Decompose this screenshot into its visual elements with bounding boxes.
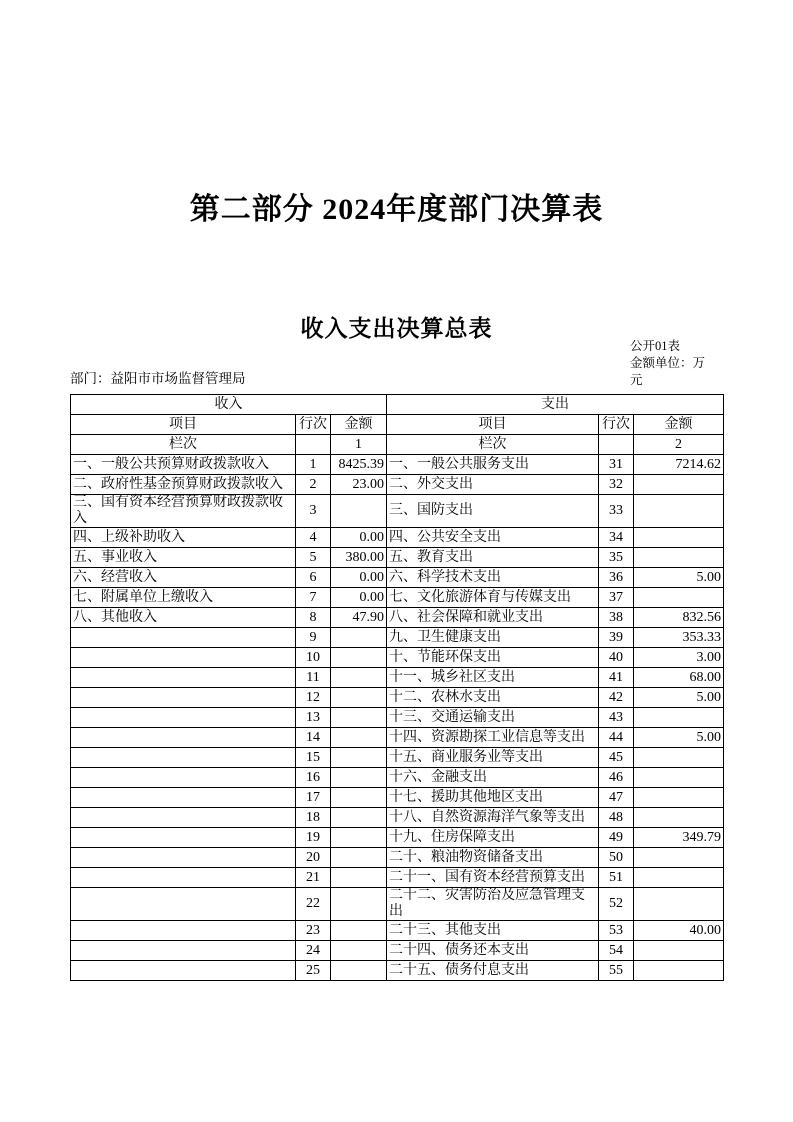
expense-item-cell: 二十一、国有资本经营预算支出 bbox=[387, 868, 599, 888]
income-line-no-cell: 3 bbox=[296, 495, 331, 528]
income-amount-header: 金额 bbox=[331, 415, 387, 435]
income-amount-cell bbox=[331, 921, 387, 941]
income-item-cell bbox=[71, 668, 296, 688]
income-amount-cell bbox=[331, 828, 387, 848]
income-amount-cell: 47.90 bbox=[331, 608, 387, 628]
income-item-cell: 三、国有资本经营预算财政拨款收入 bbox=[71, 495, 296, 528]
income-item-cell: 六、经营收入 bbox=[71, 568, 296, 588]
income-item-cell: 五、事业收入 bbox=[71, 548, 296, 568]
income-amount-cell bbox=[331, 708, 387, 728]
expense-item-cell: 十九、住房保障支出 bbox=[387, 828, 599, 848]
income-item-cell: 七、附属单位上缴收入 bbox=[71, 588, 296, 608]
income-line-no-cell: 14 bbox=[296, 728, 331, 748]
expense-line-no-cell: 41 bbox=[599, 668, 634, 688]
income-line-no-cell: 19 bbox=[296, 828, 331, 848]
income-line-no-cell: 11 bbox=[296, 668, 331, 688]
table-row bbox=[71, 728, 724, 748]
table-row bbox=[71, 528, 724, 548]
income-amount-cell bbox=[331, 941, 387, 961]
income-item-cell bbox=[71, 708, 296, 728]
expense-line-no-cell: 37 bbox=[599, 588, 634, 608]
table-row bbox=[71, 888, 724, 921]
expense-item-cell: 二十四、债务还本支出 bbox=[387, 941, 599, 961]
expense-line-no-cell: 42 bbox=[599, 688, 634, 708]
income-line-no-cell: 24 bbox=[296, 941, 331, 961]
expense-amount-cell bbox=[634, 588, 724, 608]
expense-amount-cell bbox=[634, 748, 724, 768]
income-line-no-cell: 2 bbox=[296, 475, 331, 495]
income-amount-cell bbox=[331, 728, 387, 748]
income-item-cell bbox=[71, 728, 296, 748]
expense-amount-cell bbox=[634, 708, 724, 728]
expense-line-no-cell: 36 bbox=[599, 568, 634, 588]
table-row bbox=[71, 961, 724, 981]
expense-section-header: 支出 bbox=[387, 395, 724, 415]
table-row bbox=[71, 808, 724, 828]
expense-amount-cell bbox=[634, 888, 724, 921]
income-amount-cell bbox=[331, 648, 387, 668]
income-line-no-cell: 20 bbox=[296, 848, 331, 868]
expense-col-no: 2 bbox=[634, 435, 724, 455]
income-amount-cell: 0.00 bbox=[331, 588, 387, 608]
income-item-cell: 四、上级补助收入 bbox=[71, 528, 296, 548]
expense-amount-cell bbox=[634, 495, 724, 528]
expense-item-cell: 十一、城乡社区支出 bbox=[387, 668, 599, 688]
table-row bbox=[71, 848, 724, 868]
expense-amount-cell: 832.56 bbox=[634, 608, 724, 628]
table-row bbox=[71, 628, 724, 648]
expense-item-cell: 十七、援助其他地区支出 bbox=[387, 788, 599, 808]
table-row bbox=[71, 748, 724, 768]
expense-line-no-cell: 44 bbox=[599, 728, 634, 748]
expense-line-no-cell: 34 bbox=[599, 528, 634, 548]
income-lanci-label: 栏次 bbox=[71, 435, 296, 455]
table-row bbox=[71, 495, 724, 528]
income-amount-cell bbox=[331, 808, 387, 828]
income-line-no-cell: 16 bbox=[296, 768, 331, 788]
income-amount-cell: 8425.39 bbox=[331, 455, 387, 475]
expense-item-cell: 十、节能环保支出 bbox=[387, 648, 599, 668]
table-title: 收入支出决算总表 bbox=[300, 316, 493, 341]
income-amount-cell bbox=[331, 888, 387, 921]
income-line-no-cell: 1 bbox=[296, 455, 331, 475]
expense-line-no-cell: 45 bbox=[599, 748, 634, 768]
income-item-cell bbox=[71, 961, 296, 981]
expense-item-cell: 七、文化旅游体育与传媒支出 bbox=[387, 588, 599, 608]
income-amount-cell bbox=[331, 848, 387, 868]
income-item-cell: 八、其他收入 bbox=[71, 608, 296, 628]
income-line-no-cell: 10 bbox=[296, 648, 331, 668]
income-line-no-cell: 7 bbox=[296, 588, 331, 608]
income-item-cell bbox=[71, 748, 296, 768]
expense-item-cell: 十六、金融支出 bbox=[387, 768, 599, 788]
income-line-no-cell: 25 bbox=[296, 961, 331, 981]
expense-line-no-cell: 32 bbox=[599, 475, 634, 495]
expense-amount-cell bbox=[634, 548, 724, 568]
table-row bbox=[71, 668, 724, 688]
column-index-row bbox=[71, 435, 724, 455]
income-line-no-cell: 18 bbox=[296, 808, 331, 828]
unit-label: 金额单位：万元 bbox=[630, 356, 706, 387]
expense-item-cell: 十四、资源勘探工业信息等支出 bbox=[387, 728, 599, 748]
income-item-cell bbox=[71, 848, 296, 868]
form-code: 公开01表 bbox=[630, 339, 681, 353]
expense-item-cell: 一、一般公共服务支出 bbox=[387, 455, 599, 475]
expense-line-no-cell: 51 bbox=[599, 868, 634, 888]
expense-amount-cell: 353.33 bbox=[634, 628, 724, 648]
expense-amount-cell: 5.00 bbox=[634, 728, 724, 748]
income-item-cell: 一、一般公共预算财政拨款收入 bbox=[71, 455, 296, 475]
expense-line-no-cell: 49 bbox=[599, 828, 634, 848]
income-amount-cell bbox=[331, 628, 387, 648]
income-line-no-cell: 4 bbox=[296, 528, 331, 548]
income-line-no-cell: 5 bbox=[296, 548, 331, 568]
income-line-no-cell: 21 bbox=[296, 868, 331, 888]
expense-item-cell: 九、卫生健康支出 bbox=[387, 628, 599, 648]
income-amount-cell bbox=[331, 495, 387, 528]
section-header-row bbox=[71, 395, 724, 415]
expense-line-no-cell: 55 bbox=[599, 961, 634, 981]
expense-amount-cell bbox=[634, 788, 724, 808]
expense-amount-cell bbox=[634, 941, 724, 961]
expense-item-cell: 八、社会保障和就业支出 bbox=[387, 608, 599, 628]
income-line-no-cell: 9 bbox=[296, 628, 331, 648]
expense-item-cell: 四、公共安全支出 bbox=[387, 528, 599, 548]
expense-amount-cell bbox=[634, 848, 724, 868]
income-item-cell bbox=[71, 688, 296, 708]
expense-amount-cell: 7214.62 bbox=[634, 455, 724, 475]
table-row bbox=[71, 921, 724, 941]
income-item-cell bbox=[71, 808, 296, 828]
expense-line-no-cell: 33 bbox=[599, 495, 634, 528]
expense-line-no-cell: 50 bbox=[599, 848, 634, 868]
income-item-cell bbox=[71, 888, 296, 921]
expense-line-no-cell: 46 bbox=[599, 768, 634, 788]
table-row bbox=[71, 648, 724, 668]
table-row bbox=[71, 788, 724, 808]
income-amount-cell bbox=[331, 961, 387, 981]
table-meta bbox=[630, 338, 714, 389]
table-row bbox=[71, 568, 724, 588]
income-col-no: 1 bbox=[331, 435, 387, 455]
income-line-no-cell: 13 bbox=[296, 708, 331, 728]
expense-amount-cell: 3.00 bbox=[634, 648, 724, 668]
table-row bbox=[71, 688, 724, 708]
department-label: 部门：益阳市市场监督管理局 bbox=[70, 371, 246, 386]
income-amount-cell: 23.00 bbox=[331, 475, 387, 495]
expense-amount-cell bbox=[634, 768, 724, 788]
table-row bbox=[71, 608, 724, 628]
income-item-cell bbox=[71, 768, 296, 788]
expense-line-no-cell: 52 bbox=[599, 888, 634, 921]
table-row bbox=[71, 455, 724, 475]
income-line-no-cell: 15 bbox=[296, 748, 331, 768]
expense-amount-cell bbox=[634, 868, 724, 888]
income-item-cell bbox=[71, 868, 296, 888]
income-line-no-cell: 6 bbox=[296, 568, 331, 588]
expense-item-cell: 五、教育支出 bbox=[387, 548, 599, 568]
table-row bbox=[71, 868, 724, 888]
income-amount-cell bbox=[331, 868, 387, 888]
expense-line-no-cell: 48 bbox=[599, 808, 634, 828]
expense-line-no-cell: 31 bbox=[599, 455, 634, 475]
table-row bbox=[71, 708, 724, 728]
page-title: 第二部分 2024年度部门决算表 bbox=[189, 193, 604, 226]
expense-amount-cell: 5.00 bbox=[634, 568, 724, 588]
expense-line-no-cell: 39 bbox=[599, 628, 634, 648]
expense-line-no-cell: 35 bbox=[599, 548, 634, 568]
expense-item-cell: 二十三、其他支出 bbox=[387, 921, 599, 941]
budget-table bbox=[70, 394, 724, 981]
column-header-row bbox=[71, 415, 724, 435]
expense-item-cell: 十二、农林水支出 bbox=[387, 688, 599, 708]
expense-lanci-blank bbox=[599, 435, 634, 455]
income-amount-cell bbox=[331, 668, 387, 688]
table-row bbox=[71, 588, 724, 608]
expense-item-cell: 二十二、灾害防治及应急管理支出 bbox=[387, 888, 599, 921]
table-row bbox=[71, 548, 724, 568]
expense-line-no-cell: 53 bbox=[599, 921, 634, 941]
expense-lanci-label: 栏次 bbox=[387, 435, 599, 455]
expense-item-cell: 二十、粮油物资储备支出 bbox=[387, 848, 599, 868]
expense-line-no-cell: 40 bbox=[599, 648, 634, 668]
expense-line-no-cell: 47 bbox=[599, 788, 634, 808]
table-row bbox=[71, 828, 724, 848]
income-amount-cell bbox=[331, 688, 387, 708]
income-line-no-cell: 23 bbox=[296, 921, 331, 941]
expense-amount-cell bbox=[634, 528, 724, 548]
expense-item-cell: 六、科学技术支出 bbox=[387, 568, 599, 588]
expense-amount-cell bbox=[634, 808, 724, 828]
expense-item-cell: 二十五、债务付息支出 bbox=[387, 961, 599, 981]
income-amount-cell: 380.00 bbox=[331, 548, 387, 568]
income-lanci-blank bbox=[296, 435, 331, 455]
expense-amount-cell: 5.00 bbox=[634, 688, 724, 708]
expense-amount-cell: 68.00 bbox=[634, 668, 724, 688]
expense-item-cell: 十五、商业服务业等支出 bbox=[387, 748, 599, 768]
expense-line-no-header: 行次 bbox=[599, 415, 634, 435]
table-row bbox=[71, 941, 724, 961]
expense-item-header: 项目 bbox=[387, 415, 599, 435]
expense-item-cell: 三、国防支出 bbox=[387, 495, 599, 528]
income-item-cell bbox=[71, 628, 296, 648]
income-amount-cell bbox=[331, 788, 387, 808]
expense-item-cell: 十三、交通运输支出 bbox=[387, 708, 599, 728]
income-section-header: 收入 bbox=[71, 395, 387, 415]
income-item-cell bbox=[71, 828, 296, 848]
income-item-cell bbox=[71, 788, 296, 808]
income-line-no-cell: 17 bbox=[296, 788, 331, 808]
income-line-no-cell: 22 bbox=[296, 888, 331, 921]
expense-line-no-cell: 54 bbox=[599, 941, 634, 961]
expense-item-cell: 二、外交支出 bbox=[387, 475, 599, 495]
expense-item-cell: 十八、自然资源海洋气象等支出 bbox=[387, 808, 599, 828]
expense-amount-cell bbox=[634, 475, 724, 495]
table-row bbox=[71, 768, 724, 788]
expense-line-no-cell: 38 bbox=[599, 608, 634, 628]
income-amount-cell: 0.00 bbox=[331, 528, 387, 548]
expense-amount-cell: 40.00 bbox=[634, 921, 724, 941]
income-item-cell: 二、政府性基金预算财政拨款收入 bbox=[71, 475, 296, 495]
expense-amount-cell: 349.79 bbox=[634, 828, 724, 848]
income-amount-cell: 0.00 bbox=[331, 568, 387, 588]
income-line-no-header: 行次 bbox=[296, 415, 331, 435]
expense-amount-cell bbox=[634, 961, 724, 981]
income-item-cell bbox=[71, 941, 296, 961]
income-item-header: 项目 bbox=[71, 415, 296, 435]
expense-amount-header: 金额 bbox=[634, 415, 724, 435]
income-line-no-cell: 12 bbox=[296, 688, 331, 708]
table-row bbox=[71, 475, 724, 495]
expense-line-no-cell: 43 bbox=[599, 708, 634, 728]
income-item-cell bbox=[71, 921, 296, 941]
income-line-no-cell: 8 bbox=[296, 608, 331, 628]
income-amount-cell bbox=[331, 768, 387, 788]
income-item-cell bbox=[71, 648, 296, 668]
income-amount-cell bbox=[331, 748, 387, 768]
